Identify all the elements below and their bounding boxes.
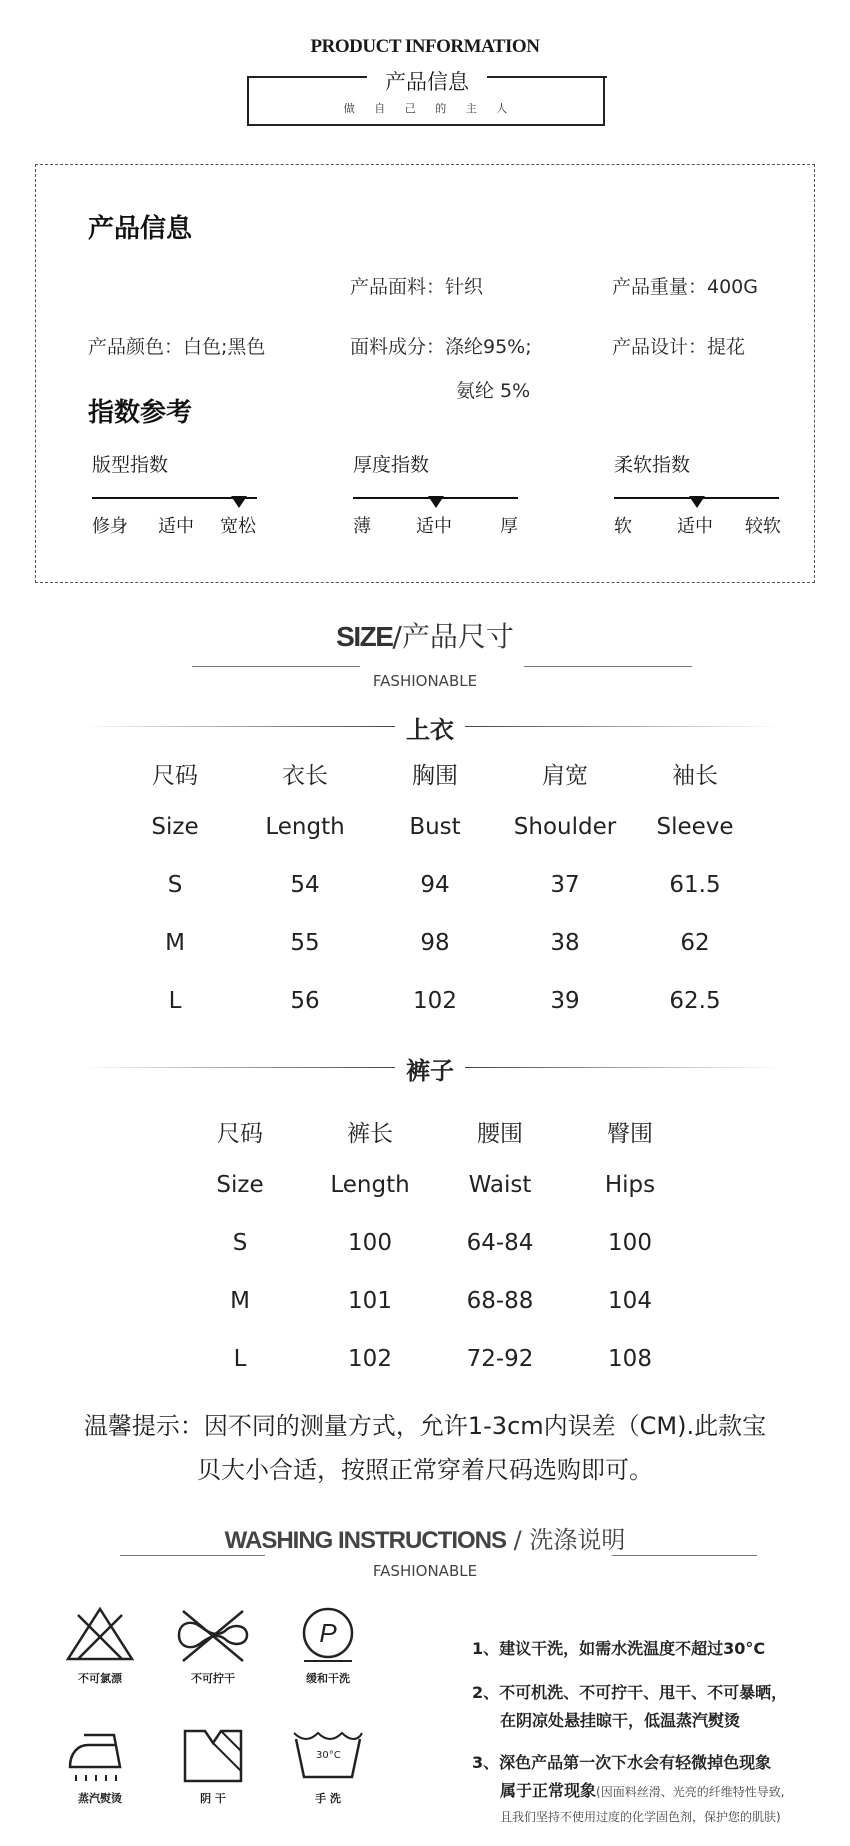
top-cell: 62.5 bbox=[669, 988, 721, 1014]
washing-fashionable: FASHIONABLE bbox=[372, 1562, 478, 1580]
top-cell: 56 bbox=[290, 988, 320, 1014]
pants-cell: 101 bbox=[348, 1288, 392, 1314]
top-divider-right bbox=[465, 726, 780, 727]
pants-cell: 64-84 bbox=[466, 1230, 534, 1256]
pants-cell: 102 bbox=[348, 1346, 392, 1372]
fit-scale-label-medium: 适中 bbox=[158, 516, 194, 537]
top-cell: 62 bbox=[680, 930, 710, 956]
composition-label-2: 氨纶 5% bbox=[456, 380, 531, 402]
no-bleach-icon bbox=[62, 1605, 138, 1665]
thickness-scale-title: 厚度指数 bbox=[353, 454, 430, 476]
no-bleach-label: 不可氯漂 bbox=[78, 1672, 122, 1685]
header-title-en: PRODUCT INFORMATION bbox=[310, 36, 540, 57]
top-header-cn: 胸围 bbox=[412, 763, 458, 789]
pants-header-en: Waist bbox=[468, 1172, 532, 1198]
size-fashionable: FASHIONABLE bbox=[372, 672, 478, 690]
size-title-line-left bbox=[192, 666, 360, 667]
washing-title-en: WASHING INSTRUCTIONS bbox=[224, 1527, 506, 1554]
wash-instruction-2b: 在阴凉处悬挂晾干，低温蒸汽熨烫 bbox=[500, 1711, 741, 1730]
softness-scale-label-softer: 较软 bbox=[745, 516, 781, 537]
fit-scale-label-slim: 修身 bbox=[92, 516, 128, 537]
top-cell: 38 bbox=[550, 930, 580, 956]
wash-instruction-1: 1、建议干洗，如需水洗温度不超过30°C bbox=[472, 1639, 766, 1658]
top-cell: 55 bbox=[290, 930, 320, 956]
shade-dry-label: 阴 干 bbox=[200, 1792, 226, 1805]
size-title-cn: /产品尺寸 bbox=[392, 620, 514, 653]
pants-header-cn: 尺码 bbox=[217, 1121, 263, 1147]
top-header-cn: 肩宽 bbox=[542, 763, 588, 789]
pants-header-cn: 臀围 bbox=[607, 1121, 653, 1147]
steam-iron-label: 蒸汽熨烫 bbox=[78, 1792, 122, 1805]
softness-scale-label-medium: 适中 bbox=[677, 516, 713, 537]
washing-line-right bbox=[612, 1555, 757, 1556]
svg-text:P: P bbox=[319, 1618, 337, 1648]
thickness-scale-label-medium: 适中 bbox=[416, 516, 452, 537]
top-cell: L bbox=[168, 988, 182, 1014]
top-cell: 61.5 bbox=[669, 872, 721, 898]
pants-header-en: Size bbox=[216, 1172, 264, 1198]
washing-title bbox=[0, 1520, 850, 1555]
measurement-note-line2: 贝大小合适，按照正常穿着尺码选购即可。 bbox=[197, 1456, 653, 1484]
color-label: 产品颜色：白色;黑色 bbox=[88, 336, 266, 358]
size-title-line-right bbox=[524, 666, 692, 667]
pants-cell: M bbox=[230, 1288, 250, 1314]
pants-cell: 72-92 bbox=[466, 1346, 534, 1372]
pants-cell: 100 bbox=[348, 1230, 392, 1256]
weight-label: 产品重量：400G bbox=[612, 276, 758, 298]
measurement-note-line1: 温馨提示：因不同的测量方式，允许1-3cm内误差（CM).此款宝 bbox=[83, 1412, 767, 1440]
fit-scale-title: 版型指数 bbox=[92, 454, 169, 476]
gentle-dry-clean-icon bbox=[290, 1603, 366, 1663]
top-header-cn: 衣长 bbox=[282, 763, 328, 789]
top-header-en: Shoulder bbox=[513, 814, 617, 840]
top-header-cn: 袖长 bbox=[672, 763, 718, 789]
top-cell: 37 bbox=[550, 872, 580, 898]
header-subtitle: 做 自 己 的 主 人 bbox=[343, 102, 509, 115]
shade-dry-icon bbox=[175, 1725, 251, 1785]
washing-title-cn: / 洗涤说明 bbox=[506, 1526, 626, 1554]
pants-cell: S bbox=[232, 1230, 248, 1256]
header-line-right bbox=[487, 76, 607, 78]
pants-cell: L bbox=[233, 1346, 247, 1372]
top-header-en: Length bbox=[265, 814, 345, 840]
wash-instruction-3b-main: 属于正常现象 bbox=[500, 1781, 597, 1800]
softness-scale-marker bbox=[689, 496, 705, 508]
gentle-dry-clean-label: 缓和干洗 bbox=[306, 1672, 350, 1685]
top-size-table bbox=[110, 757, 760, 1057]
pants-cell: 100 bbox=[608, 1230, 652, 1256]
thickness-scale-label-thin: 薄 bbox=[353, 516, 371, 537]
top-cell: 98 bbox=[420, 930, 450, 956]
header-line-left bbox=[247, 76, 367, 78]
top-cell: S bbox=[167, 872, 183, 898]
wash-instruction-2a: 2、不可机洗、不可拧干、甩干、不可暴晒， bbox=[472, 1683, 788, 1702]
pants-header-en: Hips bbox=[604, 1172, 656, 1198]
softness-scale-title: 柔软指数 bbox=[614, 454, 691, 476]
info-heading: 产品信息 bbox=[88, 214, 193, 244]
top-header-cn: 尺码 bbox=[152, 763, 198, 789]
pants-header-cn: 裤长 bbox=[347, 1121, 393, 1147]
top-cell: 94 bbox=[420, 872, 450, 898]
steam-iron-icon bbox=[62, 1725, 138, 1785]
top-divider-left bbox=[80, 726, 395, 727]
pants-header-cn: 腰围 bbox=[477, 1121, 523, 1147]
pants-cell: 104 bbox=[608, 1288, 652, 1314]
thickness-scale-marker bbox=[428, 496, 444, 508]
wash-instruction-3b bbox=[500, 1778, 785, 1801]
pants-divider-left bbox=[80, 1067, 395, 1068]
hand-wash-label: 手 洗 bbox=[315, 1792, 341, 1805]
wash-instruction-3c: 且我们坚持不使用过度的化学固色剂，保护您的肌肤) bbox=[500, 1810, 781, 1824]
pants-cell: 108 bbox=[608, 1346, 652, 1372]
top-header-en: Size bbox=[151, 814, 199, 840]
size-title-en: SIZE bbox=[336, 621, 393, 652]
top-section-label: 上衣 bbox=[406, 716, 454, 744]
wash-instruction-3a: 3、深色产品第一次下水会有轻微掉色现象 bbox=[472, 1753, 772, 1772]
top-cell: 54 bbox=[290, 872, 320, 898]
thickness-scale-label-thick: 厚 bbox=[500, 516, 518, 537]
fabric-label: 产品面料：针织 bbox=[350, 276, 484, 298]
top-cell: M bbox=[165, 930, 185, 956]
no-wring-icon bbox=[175, 1605, 251, 1665]
softness-scale-label-soft: 软 bbox=[614, 516, 632, 537]
design-label: 产品设计：提花 bbox=[612, 336, 746, 358]
washing-line-left bbox=[120, 1555, 265, 1556]
wash-instruction-3b-note: (因面料丝滑、光亮的纤维特性导致, bbox=[596, 1785, 785, 1799]
hand-wash-temp: 30°C bbox=[316, 1750, 341, 1761]
pants-divider-right bbox=[465, 1067, 780, 1068]
pants-cell: 68-88 bbox=[466, 1288, 534, 1314]
fit-scale-label-loose: 宽松 bbox=[220, 516, 256, 537]
top-header-en: Sleeve bbox=[656, 814, 734, 840]
size-title bbox=[0, 615, 850, 655]
top-cell: 39 bbox=[550, 988, 580, 1014]
top-header-en: Bust bbox=[409, 814, 461, 840]
top-cell: 102 bbox=[413, 988, 457, 1014]
pants-header-en: Length bbox=[330, 1172, 410, 1198]
index-heading: 指数参考 bbox=[88, 398, 193, 428]
header-title-cn: 产品信息 bbox=[385, 70, 469, 94]
pants-size-table bbox=[175, 1115, 695, 1415]
no-wring-label: 不可拧干 bbox=[191, 1672, 235, 1685]
pants-section-label: 裤子 bbox=[406, 1057, 454, 1085]
fit-scale-marker bbox=[231, 496, 247, 508]
composition-label: 面料成分：涤纶95%; bbox=[350, 336, 532, 358]
